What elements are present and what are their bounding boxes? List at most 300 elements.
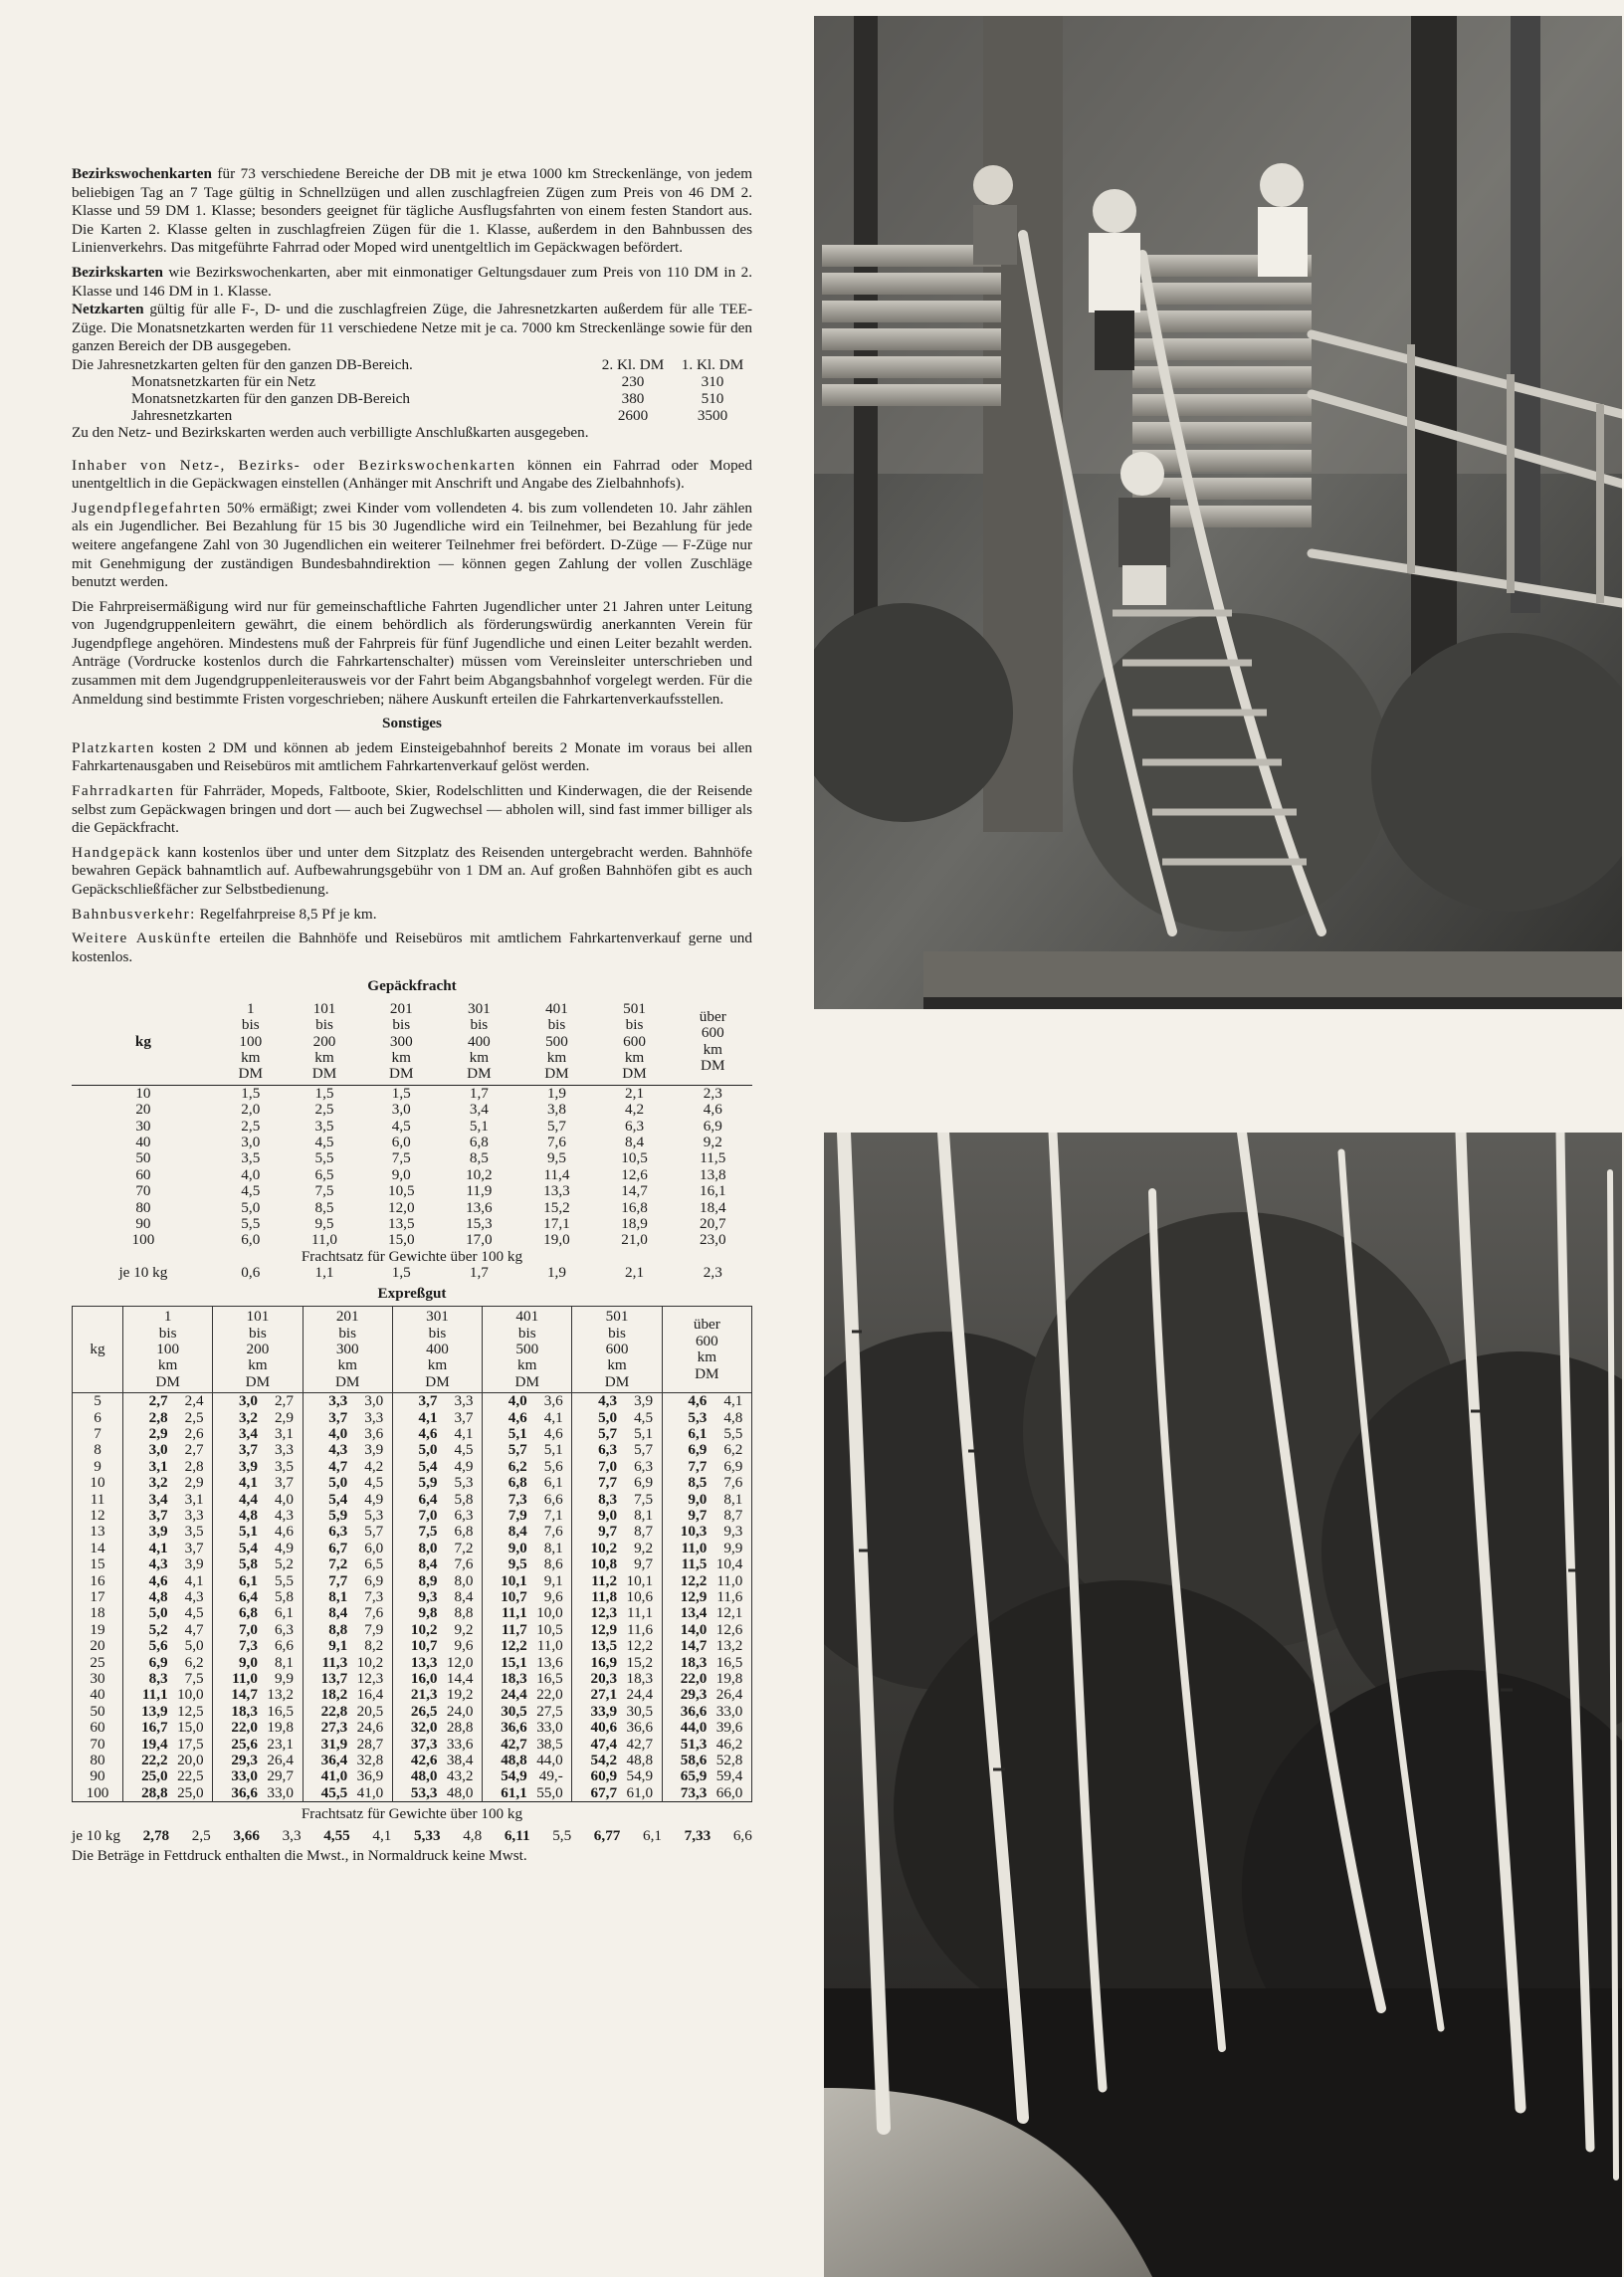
rate-excl-mwst: 22,5 xyxy=(177,1767,204,1785)
rate-pair-cell xyxy=(123,1524,213,1540)
rate-excl-mwst: 5,3 xyxy=(454,1474,474,1492)
kg-cell: 90 xyxy=(73,1768,123,1784)
rate-excl-mwst: 26,4 xyxy=(267,1752,294,1769)
rate-pair-cell xyxy=(662,1459,751,1475)
rate-pair-cell xyxy=(572,1508,662,1524)
rate-pair-cell xyxy=(572,1393,662,1410)
rate-pair-cell xyxy=(123,1720,213,1736)
rate-excl-mwst: 3,7 xyxy=(454,1408,474,1426)
fares-col-1kl: 1. Kl. DM xyxy=(681,355,744,373)
rate-excl-mwst: 10,5 xyxy=(536,1620,563,1638)
fare-label: Monatsnetzkarten für ein Netz xyxy=(131,372,316,390)
rate-incl-mwst: 7,7 xyxy=(688,1457,708,1475)
rate-incl-mwst: 5,2 xyxy=(148,1620,168,1638)
rate-excl-mwst: 9,2 xyxy=(454,1620,474,1638)
table-row xyxy=(72,1183,752,1199)
rate-pair-cell xyxy=(213,1785,303,1802)
rate-pair-cell xyxy=(662,1492,751,1508)
rate-pair-cell xyxy=(213,1475,303,1491)
rate-incl-mwst: 21,3 xyxy=(410,1686,438,1704)
rate-pair-cell xyxy=(392,1475,482,1491)
rate-excl-mwst: 2,8 xyxy=(184,1457,204,1475)
je-rate-incl: 4,55 xyxy=(323,1826,350,1844)
rate-cell: 11,5 xyxy=(700,1149,726,1167)
distance-column-header xyxy=(392,1307,482,1393)
kg-cell: 25 xyxy=(73,1655,123,1671)
header-line: 501 xyxy=(605,1308,629,1326)
rate-excl-mwst: 6,6 xyxy=(274,1637,294,1655)
rate-incl-mwst: 26,5 xyxy=(410,1702,438,1720)
rate-excl-mwst: 4,2 xyxy=(364,1457,384,1475)
header-line: 201 xyxy=(335,1308,359,1326)
rate-pair-cell xyxy=(662,1687,751,1703)
rate-pair-cell xyxy=(572,1475,662,1491)
header-line: 500 xyxy=(515,1340,539,1357)
rate-excl-mwst: 36,9 xyxy=(356,1767,384,1785)
rate-pair-cell xyxy=(662,1410,751,1426)
rate-pair-cell xyxy=(662,1785,751,1802)
rate-pair-cell xyxy=(392,1785,482,1802)
header-line: 100 xyxy=(239,1032,263,1050)
rate-excl-mwst: 7,9 xyxy=(364,1620,384,1638)
rate-incl-mwst: 9,0 xyxy=(598,1506,618,1524)
rate-excl-mwst: 3,1 xyxy=(274,1424,294,1442)
rate-pair-cell xyxy=(392,1720,482,1736)
table-row xyxy=(72,1150,752,1166)
rate-cell: 1,7 xyxy=(469,1084,489,1102)
rate-excl-mwst: 44,0 xyxy=(536,1752,563,1769)
rate-incl-mwst: 7,0 xyxy=(418,1506,438,1524)
table-row xyxy=(73,1475,752,1491)
je-rate-excl: 3,3 xyxy=(282,1826,302,1844)
je-rate: 0,6 xyxy=(241,1264,261,1282)
expressgut-title: Expreßgut xyxy=(377,1284,447,1302)
rate-excl-mwst: 19,8 xyxy=(267,1719,294,1737)
rate-excl-mwst: 2,7 xyxy=(274,1392,294,1410)
rate-cell: 4,6 xyxy=(703,1101,722,1119)
rate-excl-mwst: 10,2 xyxy=(356,1653,384,1671)
rate-excl-mwst: 4,0 xyxy=(274,1490,294,1508)
rate-pair-cell xyxy=(213,1704,303,1720)
rate-incl-mwst: 5,1 xyxy=(508,1424,527,1442)
rate-pair-cell xyxy=(483,1573,572,1589)
rate-excl-mwst: 61,0 xyxy=(626,1783,654,1801)
rate-excl-mwst: 12,3 xyxy=(356,1670,384,1688)
rate-incl-mwst: 67,7 xyxy=(590,1783,618,1801)
rate-incl-mwst: 6,1 xyxy=(688,1424,708,1442)
rate-incl-mwst: 7,7 xyxy=(598,1474,618,1492)
rate-incl-mwst: 3,1 xyxy=(148,1457,168,1475)
rate-pair-cell xyxy=(213,1426,303,1442)
rate-excl-mwst: 3,5 xyxy=(274,1457,294,1475)
rate-incl-mwst: 36,6 xyxy=(501,1719,527,1737)
rate-incl-mwst: 10,2 xyxy=(590,1539,618,1556)
rate-excl-mwst: 9,3 xyxy=(723,1523,743,1541)
rate-pair-cell xyxy=(392,1426,482,1442)
kg-header: kg xyxy=(73,1307,123,1393)
header-line: DM xyxy=(514,1372,539,1390)
rate-excl-mwst: 8,6 xyxy=(543,1555,563,1573)
rate-excl-mwst: 4,1 xyxy=(454,1424,474,1442)
distance-column-header xyxy=(213,1307,303,1393)
fare-2kl: 230 xyxy=(621,372,645,390)
rate-pair-cell xyxy=(213,1410,303,1426)
rate-excl-mwst: 9,9 xyxy=(274,1670,294,1688)
header-line: DM xyxy=(155,1372,180,1390)
fahrrad-lead: Fahrradkarten xyxy=(72,782,175,800)
rate-excl-mwst: 46,2 xyxy=(715,1735,743,1753)
gepaeckfracht-table xyxy=(72,976,752,1281)
rate-pair-cell xyxy=(392,1524,482,1540)
header-line: 101 xyxy=(246,1308,270,1326)
bus-text: Regelfahrpreise 8,5 Pf je km. xyxy=(199,905,377,923)
rate-pair-cell xyxy=(572,1573,662,1589)
rate-incl-mwst: 18,3 xyxy=(501,1670,527,1688)
rate-excl-mwst: 13,2 xyxy=(715,1637,743,1655)
rate-incl-mwst: 9,1 xyxy=(328,1637,348,1655)
rate-excl-mwst: 6,3 xyxy=(634,1457,654,1475)
rate-incl-mwst: 4,6 xyxy=(418,1424,438,1442)
rate-incl-mwst: 5,1 xyxy=(238,1523,258,1541)
express-je-row xyxy=(72,1827,752,1846)
rate-excl-mwst: 10,1 xyxy=(626,1571,654,1589)
rate-excl-mwst: 4,3 xyxy=(274,1506,294,1524)
rate-cell: 15,0 xyxy=(387,1231,415,1249)
rate-excl-mwst: 7,6 xyxy=(364,1604,384,1622)
rate-pair-cell xyxy=(303,1671,392,1687)
rate-excl-mwst: 19,8 xyxy=(715,1670,743,1688)
rate-incl-mwst: 44,0 xyxy=(680,1719,708,1737)
je-rate-excl: 6,6 xyxy=(732,1826,752,1844)
rate-incl-mwst: 11,2 xyxy=(591,1571,618,1589)
rate-pair-cell xyxy=(213,1622,303,1638)
header-line: DM xyxy=(695,1364,719,1382)
rate-cell: 6,8 xyxy=(469,1134,489,1151)
rate-pair-cell xyxy=(662,1605,751,1621)
rate-pair-cell xyxy=(123,1622,213,1638)
distance-column-header xyxy=(362,999,440,1086)
rate-pair-cell xyxy=(213,1737,303,1753)
rate-cell: 3,4 xyxy=(469,1101,489,1119)
rate-pair-cell xyxy=(572,1459,662,1475)
rate-excl-mwst: 9,1 xyxy=(543,1571,563,1589)
rate-excl-mwst: 14,4 xyxy=(446,1670,474,1688)
header-line: 401 xyxy=(545,999,568,1017)
rate-incl-mwst: 3,3 xyxy=(328,1392,348,1410)
rate-cell: 23,0 xyxy=(700,1231,726,1249)
rate-excl-mwst: 6,2 xyxy=(723,1441,743,1459)
rate-excl-mwst: 3,3 xyxy=(364,1408,384,1426)
je-rate-excl: 2,5 xyxy=(191,1826,211,1844)
rate-incl-mwst: 9,0 xyxy=(238,1653,258,1671)
rate-incl-mwst: 5,0 xyxy=(148,1604,168,1622)
header-line: DM xyxy=(467,1065,492,1083)
rate-pair-cell xyxy=(303,1573,392,1589)
rate-pair-cell xyxy=(123,1541,213,1556)
weitere-lead: Weitere Auskünfte xyxy=(72,930,212,947)
rate-excl-mwst: 6,1 xyxy=(274,1604,294,1622)
rate-incl-mwst: 7,7 xyxy=(328,1571,348,1589)
fare-label: Monatsnetzkarten für den ganzen DB-Bereich xyxy=(131,389,411,407)
rate-incl-mwst: 6,7 xyxy=(328,1539,348,1556)
fares-col-2kl: 2. Kl. DM xyxy=(601,355,665,373)
rate-excl-mwst: 6,9 xyxy=(634,1474,654,1492)
rate-excl-mwst: 12,2 xyxy=(626,1637,654,1655)
rate-incl-mwst: 48,0 xyxy=(410,1767,438,1785)
rate-pair-cell xyxy=(483,1475,572,1491)
rate-excl-mwst: 4,5 xyxy=(364,1474,384,1492)
rate-excl-mwst: 43,2 xyxy=(446,1767,474,1785)
rate-pair-cell xyxy=(123,1475,213,1491)
rate-excl-mwst: 6,5 xyxy=(364,1555,384,1573)
rate-excl-mwst: 12,5 xyxy=(177,1702,204,1720)
rate-incl-mwst: 8,3 xyxy=(148,1670,168,1688)
header-line: bis xyxy=(625,1016,644,1034)
rate-pair-cell xyxy=(392,1492,482,1508)
rate-excl-mwst: 3,3 xyxy=(274,1441,294,1459)
rate-incl-mwst: 27,3 xyxy=(320,1719,348,1737)
rate-excl-mwst: 3,9 xyxy=(184,1555,204,1573)
rate-excl-mwst: 11,1 xyxy=(627,1604,654,1622)
table-row xyxy=(72,1102,752,1118)
table-row xyxy=(73,1704,752,1720)
rate-cell: 13,6 xyxy=(466,1198,493,1216)
rate-excl-mwst: 7,1 xyxy=(543,1506,563,1524)
rate-excl-mwst: 4,1 xyxy=(184,1571,204,1589)
rate-incl-mwst: 27,1 xyxy=(590,1686,618,1704)
rate-pair-cell xyxy=(662,1753,751,1768)
table-row xyxy=(73,1410,752,1426)
je-rate: 1,5 xyxy=(391,1264,411,1282)
rate-excl-mwst: 8,4 xyxy=(454,1588,474,1605)
header-line: 300 xyxy=(389,1032,413,1050)
rate-incl-mwst: 6,1 xyxy=(238,1571,258,1589)
rate-excl-mwst: 8,1 xyxy=(723,1490,743,1508)
rate-excl-mwst: 7,5 xyxy=(184,1670,204,1688)
distance-column-header xyxy=(303,1307,392,1393)
rate-incl-mwst: 51,3 xyxy=(680,1735,708,1753)
rate-pair-cell xyxy=(483,1556,572,1572)
rate-cell: 10,5 xyxy=(387,1182,415,1200)
rate-pair-cell xyxy=(392,1573,482,1589)
kg-cell: 19 xyxy=(73,1622,123,1638)
rate-cell: 9,0 xyxy=(391,1165,411,1183)
rate-excl-mwst: 9,2 xyxy=(634,1539,654,1556)
rate-pair-cell xyxy=(303,1737,392,1753)
treehouse-photo-image xyxy=(814,16,1622,1029)
rate-cell: 3,0 xyxy=(391,1101,411,1119)
rate-pair-cell xyxy=(213,1508,303,1524)
header-line: DM xyxy=(425,1372,450,1390)
rate-pair-cell xyxy=(483,1704,572,1720)
header-line: DM xyxy=(622,1065,647,1083)
rate-incl-mwst: 6,3 xyxy=(328,1523,348,1541)
rate-excl-mwst: 25,0 xyxy=(177,1783,204,1801)
rate-excl-mwst: 18,3 xyxy=(626,1670,654,1688)
rate-excl-mwst: 9,7 xyxy=(634,1555,654,1573)
rate-incl-mwst: 54,9 xyxy=(501,1767,527,1785)
kg-cell: 60 xyxy=(135,1165,151,1183)
rate-excl-mwst: 4,1 xyxy=(723,1392,743,1410)
rate-excl-mwst: 4,5 xyxy=(184,1604,204,1622)
hand-text: kann kostenlos über und unter dem Sitzplatz des Reisenden untergebracht werden. Bahnhöfe bewahren Gepäck bahnamtlich auf. Aufbewahrungsgebühr von 1 DM an. Auf großen Bahnhöfen gibt es auch Gepäckschließfächer zur Selbstbedienung. xyxy=(72,843,753,898)
rate-pair-cell xyxy=(303,1638,392,1654)
rate-incl-mwst: 18,2 xyxy=(320,1686,348,1704)
rate-pair-cell xyxy=(572,1589,662,1605)
header-line: 600 xyxy=(695,1332,718,1349)
rate-incl-mwst: 10,8 xyxy=(590,1555,618,1573)
rate-excl-mwst: 15,0 xyxy=(177,1719,204,1737)
rate-pair-cell xyxy=(662,1573,751,1589)
rate-cell: 2,5 xyxy=(241,1117,261,1135)
rate-pair-cell xyxy=(303,1475,392,1491)
kg-cell: 80 xyxy=(73,1753,123,1768)
table-row xyxy=(73,1605,752,1621)
inhaber-paragraph xyxy=(72,457,752,494)
rate-excl-mwst: 10,0 xyxy=(177,1686,204,1704)
rate-cell: 16,1 xyxy=(700,1182,726,1200)
anschluss-paragraph: Zu den Netz- und Bezirkskarten werden auch verbilligte Anschlußkarten ausgegeben. xyxy=(72,423,589,441)
rate-excl-mwst: 9,9 xyxy=(723,1539,743,1556)
fare-row xyxy=(72,373,752,390)
rate-cell: 10,2 xyxy=(466,1165,493,1183)
inhaber-lead: Inhaber von Netz-, Bezirks- oder Bezirkswochenkarten xyxy=(72,456,516,474)
fares-intro: Die Jahresnetzkarten gelten für den ganzen DB-Bereich. xyxy=(72,355,413,373)
rate-excl-mwst: 2,7 xyxy=(184,1441,204,1459)
rate-incl-mwst: 45,5 xyxy=(320,1783,348,1801)
table-row xyxy=(73,1459,752,1475)
table-row xyxy=(73,1426,752,1442)
rate-incl-mwst: 8,1 xyxy=(328,1588,348,1605)
rate-pair-cell xyxy=(392,1459,482,1475)
rate-incl-mwst: 12,9 xyxy=(590,1620,618,1638)
rate-excl-mwst: 2,5 xyxy=(184,1408,204,1426)
hand-lead: Handgepäck xyxy=(72,843,161,861)
rate-excl-mwst: 3,6 xyxy=(364,1424,384,1442)
rate-pair-cell xyxy=(662,1671,751,1687)
rate-cell: 9,5 xyxy=(314,1215,334,1233)
rate-incl-mwst: 4,1 xyxy=(238,1474,258,1492)
table-row xyxy=(72,1200,752,1216)
header-line: 100 xyxy=(156,1340,180,1357)
header-line: 200 xyxy=(246,1340,270,1357)
rate-excl-mwst: 5,8 xyxy=(454,1490,474,1508)
je-rate: 2,1 xyxy=(625,1264,645,1282)
rate-pair-cell xyxy=(572,1442,662,1458)
kg-cell: 5 xyxy=(73,1393,123,1410)
rate-pair-cell xyxy=(483,1768,572,1784)
kg-cell: 100 xyxy=(73,1785,123,1802)
rate-excl-mwst: 48,8 xyxy=(626,1752,654,1769)
header-line: bis xyxy=(315,1016,333,1034)
rate-pair-cell xyxy=(123,1393,213,1410)
rate-excl-mwst: 22,0 xyxy=(536,1686,563,1704)
rate-pair-cell xyxy=(483,1655,572,1671)
rate-cell: 6,0 xyxy=(241,1231,261,1249)
rate-incl-mwst: 13,5 xyxy=(590,1637,618,1655)
rate-cell: 1,5 xyxy=(241,1084,261,1102)
rate-incl-mwst: 18,3 xyxy=(680,1653,708,1671)
rate-cell: 6,9 xyxy=(703,1117,722,1135)
rate-pair-cell xyxy=(662,1393,751,1410)
table-row xyxy=(73,1687,752,1703)
rate-incl-mwst: 4,1 xyxy=(148,1539,168,1556)
rate-incl-mwst: 8,4 xyxy=(508,1523,527,1541)
rate-excl-mwst: 9,6 xyxy=(543,1588,563,1605)
rate-incl-mwst: 3,2 xyxy=(148,1474,168,1492)
rate-cell: 14,7 xyxy=(621,1182,648,1200)
table-row xyxy=(73,1573,752,1589)
rate-pair-cell xyxy=(303,1410,392,1426)
je-rate: 1,1 xyxy=(314,1264,334,1282)
rate-cell: 5,0 xyxy=(241,1198,261,1216)
express-header-row xyxy=(73,1307,752,1393)
rate-pair-cell xyxy=(572,1704,662,1720)
rate-excl-mwst: 5,8 xyxy=(274,1588,294,1605)
header-line: 301 xyxy=(426,1308,449,1326)
header-line: DM xyxy=(389,1065,414,1083)
rate-cell: 8,4 xyxy=(625,1134,645,1151)
rate-pair-cell xyxy=(392,1605,482,1621)
rate-excl-mwst: 28,8 xyxy=(446,1719,474,1737)
header-line: DM xyxy=(544,1065,569,1083)
rate-excl-mwst: 5,5 xyxy=(274,1571,294,1589)
rate-pair-cell xyxy=(572,1556,662,1572)
rate-excl-mwst: 27,5 xyxy=(536,1702,563,1720)
rate-excl-mwst: 26,4 xyxy=(715,1686,743,1704)
fare-row xyxy=(72,407,752,424)
gepaeck-fracht-label: Frachtsatz für Gewichte über 100 kg xyxy=(301,1247,523,1265)
kg-cell: 30 xyxy=(135,1117,151,1135)
table-row xyxy=(73,1655,752,1671)
rate-pair-cell xyxy=(123,1687,213,1703)
platz-lead: Platzkarten xyxy=(72,738,155,756)
rate-incl-mwst: 11,1 xyxy=(141,1686,168,1704)
kg-cell: 14 xyxy=(73,1541,123,1556)
rate-incl-mwst: 5,7 xyxy=(508,1441,527,1459)
rate-incl-mwst: 6,9 xyxy=(688,1441,708,1459)
rate-incl-mwst: 14,7 xyxy=(680,1637,708,1655)
rate-excl-mwst: 4,9 xyxy=(454,1457,474,1475)
header-line: DM xyxy=(238,1065,264,1083)
rate-excl-mwst: 5,7 xyxy=(364,1523,384,1541)
rate-pair-cell xyxy=(483,1442,572,1458)
header-line: über xyxy=(693,1316,720,1334)
rate-pair-cell xyxy=(123,1605,213,1621)
rate-pair-cell xyxy=(483,1589,572,1605)
je-rate-incl: 6,11 xyxy=(504,1826,530,1844)
rate-excl-mwst: 16,5 xyxy=(715,1653,743,1671)
table-row xyxy=(73,1720,752,1736)
inhaber-text: können ein Fahrrad oder Moped unentgeltlich in die Gepäckwagen einstellen (Anhänger mit Anschrift und Angabe des Zielbahnhofs). xyxy=(72,456,752,493)
kg-cell: 50 xyxy=(73,1704,123,1720)
rate-excl-mwst: 8,7 xyxy=(723,1506,743,1524)
je-rate: 2,3 xyxy=(703,1264,722,1282)
rate-incl-mwst: 30,5 xyxy=(501,1702,527,1720)
rate-incl-mwst: 33,0 xyxy=(231,1767,258,1785)
rate-pair-cell xyxy=(662,1737,751,1753)
rate-incl-mwst: 5,0 xyxy=(328,1474,348,1492)
rate-cell: 11,0 xyxy=(310,1231,337,1249)
table-row xyxy=(72,1232,752,1248)
rate-pair-cell xyxy=(123,1492,213,1508)
rate-cell: 6,3 xyxy=(625,1117,645,1135)
rate-excl-mwst: 20,0 xyxy=(177,1752,204,1769)
text-column xyxy=(72,165,752,1866)
rate-cell: 10,5 xyxy=(621,1149,648,1167)
kg-cell: 12 xyxy=(73,1508,123,1524)
je-rate: 1,7 xyxy=(469,1264,489,1282)
